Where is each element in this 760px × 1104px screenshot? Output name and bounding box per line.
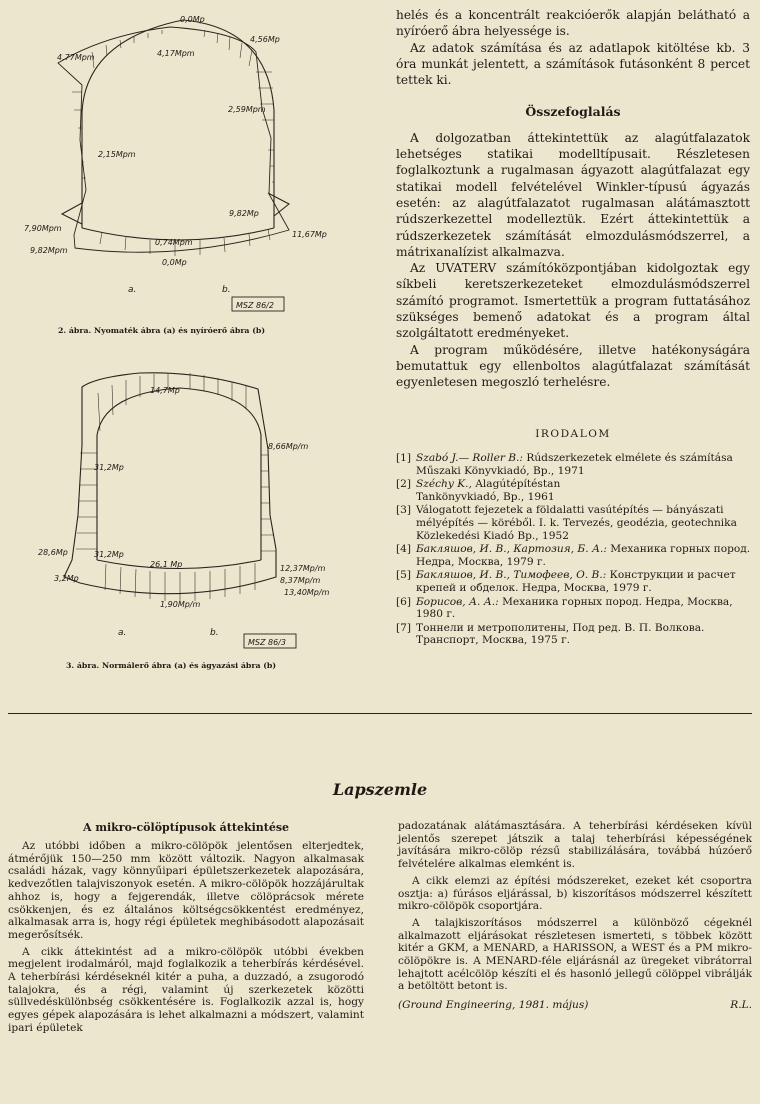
- summary-heading: Összefoglalás: [525, 104, 621, 120]
- label-crown-force: 14,7Mp: [150, 386, 180, 395]
- label-floor-moment: 0,74Mpm: [155, 238, 193, 247]
- normal-force-diagram: [0, 345, 380, 680]
- intro-paragraph-2: Az adatok számítása és az adatlapok kitöltése kb. 3 óra munkát jelentett, a számítások futásonként 8 percet tettek ki.: [396, 40, 750, 88]
- reference-item: [5] Бакляшов, И. В., Тимофеев, О. В.: Конструкции и расчет крепей и обделок. Недра, Москва, 1979 г.: [396, 569, 736, 594]
- label-right-bedding: 8,66Mp/m: [268, 442, 309, 451]
- references-list: [396, 452, 752, 648]
- review-footer: [398, 999, 752, 1012]
- reference-item: [6] Борисов, А. А.: Механика горных пород. Недра, Москва, 1980 г.: [396, 595, 733, 621]
- label-base-right-2: 11,67Mp: [292, 230, 327, 239]
- label-part-b: b.: [222, 285, 231, 295]
- right-column-text: [396, 7, 750, 391]
- figure3-caption: 3. ábra. Normálerő ábra (a) és ágyazási ábra (b): [66, 661, 277, 670]
- label-base-right-1: 9,82Mp: [229, 209, 259, 218]
- label-top-left-moment: 4,77Mpm: [57, 53, 95, 62]
- stamp-msz-86-3: MSZ 86/3: [248, 638, 286, 647]
- label-wall-left-moment: 2,15Mpm: [98, 150, 136, 159]
- label-floor-bottom: 1,90Mp/m: [160, 600, 201, 609]
- label-right-base-2: 8,37Mp/m: [280, 576, 321, 585]
- label-right-base-3: 13,40Mp/m: [284, 588, 330, 597]
- figure2-caption: 2. ábra. Nyomaték ábra (a) és nyíróerő ábra (b): [58, 326, 266, 335]
- label-part-a: a.: [118, 628, 127, 638]
- reference-item: [4] Бакляшов, И. В., Картозия, Б. А.: Механика горных пород. Недра, Москва, 1979 г.: [396, 543, 751, 568]
- label-left-base-2: 31,2Mp: [94, 550, 124, 559]
- review-right-column: [398, 820, 752, 1012]
- review-paragraph: A cikk áttekintést ad a mikro-cölöpök utóbbi években megjelent irodalmáról, majd foglalkozik a teherbírás kérdésével. A teherbírási kérdéseknél kitér a puha, a duzzadó, a zsugorodó talajokra, és a régi, valamint új szerkezetek közötti süllvedéskülönbség csökkentésére is. Foglalkozik azzal is, hogy egyes gépek alapozására is lehet alkalmazni a módszert, valamint ipari épületek: [8, 945, 364, 1034]
- label-floor-bottom: 0,0Mp: [162, 258, 187, 267]
- label-top-moment: 0,0Mp: [180, 15, 205, 24]
- label-left-base-3: 3,2Mp: [54, 574, 79, 583]
- label-part-a: a.: [128, 285, 137, 295]
- review-initials: R.L.: [730, 999, 752, 1012]
- review-paragraph: padozatának alátámasztására. A teherbírási kérdéseken kívül jelentős szerepet játszik a talaj teherbírási képességének javítására mikro-cölöp rézsű stabilizálására, továbbá húzóerő felvételére alkalmas elemként is.: [398, 820, 752, 871]
- review-source: (Ground Engineering, 1981. május): [398, 999, 589, 1012]
- section-divider: [8, 713, 752, 714]
- moment-shear-diagram: [0, 0, 380, 325]
- reference-item: [7] Тоннели и метрополитены, Под ред. В. П. Волкова. Транспорт, Москва, 1975 г.: [396, 621, 705, 647]
- stamp-msz-86-2: MSZ 86/2: [236, 301, 274, 310]
- review-left-column: [8, 840, 364, 1035]
- reference-item: [2] Széchy K., Alagútépítéstan Tankönyvkiadó, Bp., 1961: [396, 478, 561, 503]
- summary-paragraph-2: Az UVATERV számítóközpontjában kidolgoztak egy síkbeli keretszerkezeteket elmozdulásmódszerrel számító programot. Ismertettük a program futtatásához szükséges bemenő adatokat és a program által szolgáltatott eredményeket.: [396, 261, 750, 341]
- label-left-base-1: 28,6Mp: [38, 548, 68, 557]
- label-floor-force: 26,1 Mp: [150, 560, 183, 569]
- review-paragraph: A cikk elemzi az építési módszereket, ezeket két csoportra osztja: a) fúrásos eljárással, b) kiszorításos módszerrel készített mikro-cölöpök csoportjára.: [398, 874, 752, 913]
- label-wall-force: 31,2Mp: [94, 463, 124, 472]
- label-part-b: b.: [210, 628, 219, 638]
- label-right-base-1: 12,37Mp/m: [280, 564, 326, 573]
- intro-paragraph-1: helés és a koncentrált reakcióerők alapján belátható a nyíróerő ábra helyessége is.: [396, 8, 750, 39]
- label-crown-moment: 4,17Mpm: [157, 49, 195, 58]
- label-top-right-moment: 4,56Mp: [250, 35, 280, 44]
- article-title: A mikro-cölöptípusok áttekintése: [82, 821, 290, 834]
- label-wall-right-moment: 2,59Mpm: [228, 105, 266, 114]
- reference-item: [1] Szabó J.— Roller B.: Rúdszerkezetek elmélete és számítása Műszaki Könyvkiadó, Bp., 1971: [396, 452, 733, 477]
- references-title: IRODALOM: [535, 428, 611, 440]
- summary-paragraph-1: A dolgozatban áttekintettük az alagútfalazatok lehetséges statikai modelltípusait. Részletesen foglalkoztunk a rugalmasan ágyazott alagútfalazat egy statikai modell felvételével Winkler-típusú ágyazás esetén: az alagútfalazatot rugalmasan alátámasztott rúdszerkezettel modelleztük. Ezért áttekintettük a rúdszerkezetek számítását elmozdulásmódszerrel, a mátrixanalízist alkalmazva.: [396, 130, 750, 259]
- review-paragraph: Az utóbbi időben a mikro-cölöpök jelentősen elterjedtek, átmérőjük 150—250 mm között változik. Nagyon alkalmasak családi házak, vagy könnyűipari épületszerkezetek alapozására, kedvezőtlen talajviszonyok esetén. A mikro-cölöpök hozzájárultak ahhoz is, hogy a fejgerendák, illetve cölöprácsok mérete csökkenjen, és ez általános költségcsökkentést eredményez, alkalmasak arra is, hogy régi épületek meghibásodott alapozásait megerősítsék.: [8, 840, 364, 941]
- label-base-left-1: 7,90Mpm: [24, 224, 62, 233]
- label-base-left-2: 9,82Mpm: [30, 246, 68, 255]
- review-paragraph: A talajkiszorításos módszerrel a különböző cégeknél alkalmazott eljárásokat részletesen ismerteti, s többek között kitér a GKM, a MENARD, a HARISSON, a WEST és a PM mikro-cölöpökre is. A MENARD-féle eljárásnál az üregeket vibrátorral lehajtott acélcölöp készíti el és hasonló jellegű cölöppel vibrálják a betöltött betont is.: [398, 916, 752, 993]
- reference-item: [3] Válogatott fejezetek a földalatti vasútépítés — bányászati mélyépítés — köréből. I. k. Tervezés, geodézia, geotechnika Közlekedési Kiadó Bp., 1952: [396, 504, 737, 542]
- summary-paragraph-3: A program működésére, illetve hatékonyságára bemutattuk egy ellenboltos alagútfalazat számítását egyenletesen megoszló terhelésre.: [396, 342, 750, 390]
- section-title: Lapszemle: [332, 780, 428, 799]
